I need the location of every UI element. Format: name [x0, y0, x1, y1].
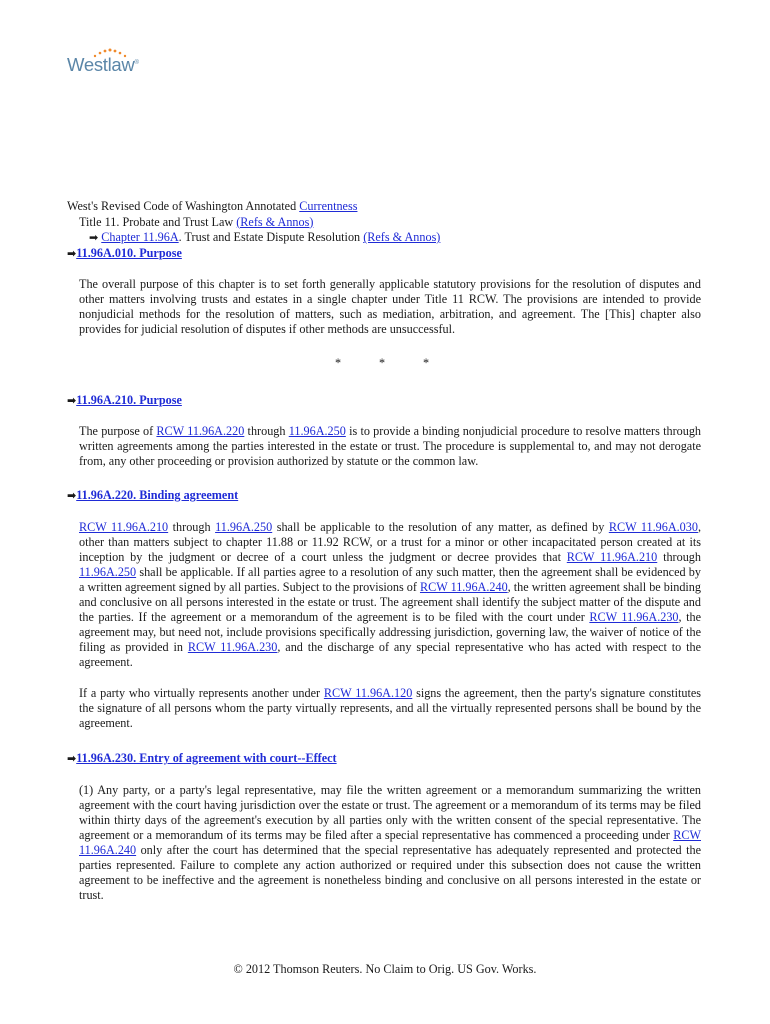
section-220-link[interactable]: 11.96A.220. Binding agreement [76, 488, 239, 502]
rcw-link[interactable]: RCW 11.96A.240 [79, 828, 701, 857]
rcw-link[interactable]: RCW 11.96A.030 [608, 520, 698, 534]
document-header [67, 199, 440, 246]
rcw-link[interactable]: 11.96A.250 [288, 424, 346, 438]
section-210-link[interactable]: 11.96A.210. Purpose [76, 393, 182, 407]
section-heading-230 [67, 751, 337, 766]
section-220-paragraph-2: If a party who virtually represents another under RCW 11.96A.120 signs the agreement, then the party's signature constitutes the signature of all persons whom the party virtually represents, and all the virtually represented persons shall be bound by the agreement. [79, 686, 701, 730]
rcw-link[interactable]: RCW 11.96A.220 [156, 424, 245, 438]
copyright-footer: © 2012 Thomson Reuters. No Claim to Orig. US Gov. Works. [233, 962, 537, 976]
logo-text: Westlaw® [67, 54, 139, 75]
section-heading-210 [67, 393, 182, 408]
arrow-icon: ➡ [67, 752, 77, 765]
rcw-link[interactable]: RCW 11.96A.210 [79, 520, 169, 534]
section-010-link[interactable]: 11.96A.010. Purpose [76, 246, 182, 260]
currentness-link[interactable]: Currentness [299, 199, 358, 213]
section-220-paragraph-1: RCW 11.96A.210 through 11.96A.250 shall be applicable to the resolution of any matter, as defined by RCW 11.96A.030, other than matters subject to chapter 11.88 or 11.92 RCW, or a trust for a minor or other incapacitated person created at its inception by the judgment or decree of a court unless the judgment or decree provides that RCW 11.96A.210 through 11.96A.250 shall be applicable. If all parties agree to a resolution of any such matter, then the agreement shall be evidenced by a written agreement signed by all parties. Subject to the provisions of RCW 11.96A.240, the written agreement shall be binding and conclusive on all persons interested in the estate or trust. The agreement shall identify the subject matter of the dispute and the parties. If the agreement or a memorandum of the agreement is to be filed with the court under RCW 11.96A.230, the agreement may, but need not, include provisions specifically addressing jurisdiction, governing law, the waiver of notice of the filing as provided in RCW 11.96A.230, and the discharge of any special representative who has acted with respect to the agreement. [79, 520, 702, 669]
rcw-link[interactable]: RCW 11.96A.240 [419, 580, 508, 594]
section-230-paragraph: (1) Any party, or a party's legal representative, may file the written agreement or a memorandum summarizing the written agreement with the court having jurisdiction over the estate or trust. The agreement or a memorandum of its terms may be filed within thirty days of the agreement's execution by all parties only with the written consent of the special representative. The agreement or a memorandum of its terms may be filed after a special representative has commenced a proceeding under RCW 11.96A.240 only after the court has determined that the special representative has adequately represented and protected the parties represented. Failure to complete any action authorized or required under this subsection does not cause the written agreement to be ineffective and the agreement is nonetheless binding and conclusive on all persons interested in the estate or trust. [79, 783, 701, 902]
rcw-link[interactable]: 11.96A.250 [79, 565, 137, 579]
arrow-icon: ➡ [67, 394, 77, 407]
rcw-link[interactable]: RCW 11.96A.230 [589, 610, 679, 624]
header-line-1: West's Revised Code of Washington Annotated Currentness [67, 199, 358, 213]
arrow-icon: ➡ [67, 489, 77, 502]
rcw-link[interactable]: 11.96A.250 [215, 520, 273, 534]
omission-stars: * * * [335, 356, 430, 370]
chapter-link[interactable]: Chapter 11.96A [101, 230, 179, 245]
chapter-refs-annos-link[interactable]: (Refs & Annos) [363, 230, 441, 245]
section-heading-010 [67, 246, 182, 261]
section-010-paragraph: The overall purpose of this chapter is to set forth generally applicable statutory provisions for the resolution of disputes and other matters involving trusts and estates in a single chapter under Title 11 RCW. The provisions are intended to provide nonjudicial methods for the resolution of matters, such as mediation, arbitration, and agreement. The [This] chapter also provides for judicial resolution of disputes if other methods are unsuccessful. [79, 277, 701, 336]
rcw-link[interactable]: RCW 11.96A.230 [187, 640, 278, 654]
header-line-3: ➡ Chapter 11.96A. Trust and Estate Dispute Resolution (Refs & Annos) [89, 230, 441, 245]
section-230-link[interactable]: 11.96A.230. Entry of agreement with court--Effect [76, 751, 337, 765]
section-heading-220 [67, 488, 238, 503]
header-line-2: Title 11. Probate and Trust Law (Refs & Annos) [79, 214, 314, 229]
title-refs-annos-link[interactable]: (Refs & Annos) [236, 214, 314, 229]
westlaw-logo [67, 46, 147, 76]
arrow-icon: ➡ [89, 231, 99, 245]
section-210-paragraph: The purpose of RCW 11.96A.220 through 11.96A.250 is to provide a binding nonjudicial procedure to resolve matters through written agreements among the parties interested in the estate or trust. The procedure is supplemental to, and may not derogate from, any other proceeding or provision authorized by statute or the common law. [79, 424, 702, 468]
arrow-icon: ➡ [67, 247, 77, 260]
rcw-link[interactable]: RCW 11.96A.210 [566, 550, 658, 564]
rcw-link[interactable]: RCW 11.96A.120 [323, 686, 413, 700]
